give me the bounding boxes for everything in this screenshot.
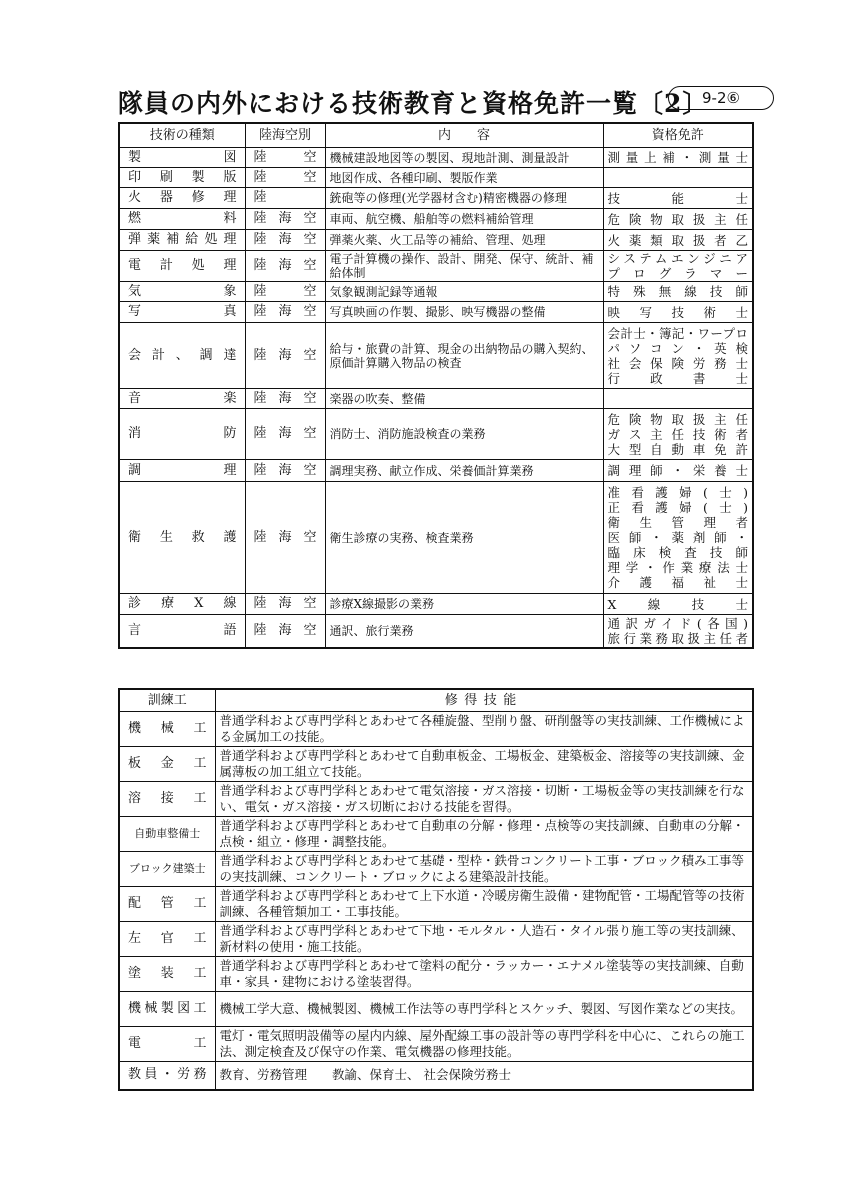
- branch-cell: 陸海空: [245, 482, 325, 594]
- table-row: [119, 992, 753, 1027]
- license-item: 行政書士: [607, 370, 748, 386]
- table-row: [119, 148, 753, 168]
- content-cell: 消防士、消防施設検査の業務: [325, 409, 603, 460]
- skill-kind-cell: 電計処理: [119, 251, 245, 282]
- skill-kind-cell: 弾薬補給処理: [119, 230, 245, 251]
- table-row: [119, 594, 753, 615]
- license-item: 大型自動車免許: [607, 441, 748, 457]
- skill-description-cell: 普通学科および専門学科とあわせて上下水道・冷暖房衛生設備・建物配管・工場配管等の技術訓練、各種管類加工・工事技能。: [215, 887, 753, 922]
- branch-cell: 陸空: [245, 282, 325, 302]
- table-row: [119, 1062, 753, 1090]
- skill-kind-cell: 消防: [119, 409, 245, 460]
- skill-kind-cell: 会計、調達: [119, 323, 245, 389]
- branch-cell: 陸空: [245, 148, 325, 168]
- content-cell: 気象観測記録等通報: [325, 282, 603, 302]
- skill-kind-cell: 衛生救護: [119, 482, 245, 594]
- content-cell: 弾薬火薬、火工品等の補給、管理、処理: [325, 230, 603, 251]
- column-header-trade: 訓練工: [119, 689, 215, 712]
- table-row: [119, 712, 753, 747]
- license-item: 火薬類取扱者乙: [607, 232, 748, 248]
- license-item: 映写技術士: [607, 304, 748, 320]
- table-row: [119, 409, 753, 460]
- skill-kind-cell: 火器修理: [119, 188, 245, 209]
- branch-cell: 陸海空: [245, 615, 325, 648]
- license-item: パソコン・英検: [607, 340, 748, 356]
- license-cell: [603, 168, 753, 188]
- trade-name-cell: 電工: [119, 1027, 215, 1062]
- license-item: 社会保険労務士: [607, 355, 748, 371]
- branch-cell: 陸海空: [245, 230, 325, 251]
- table-row: [119, 957, 753, 992]
- branch-cell: 陸空: [245, 168, 325, 188]
- skill-description-cell: 教育、労務管理 教諭、保育士、 社会保険労務士: [215, 1062, 753, 1090]
- license-item: 医師・薬剤師・: [607, 530, 748, 545]
- branch-cell: 陸海空: [245, 209, 325, 230]
- table-row: [119, 922, 753, 957]
- trade-name-cell: 塗装工: [119, 957, 215, 992]
- license-item: 危険物取扱主任: [607, 211, 748, 227]
- skill-kind-cell: 言語: [119, 615, 245, 648]
- table-row: [119, 782, 753, 817]
- license-item: 危険物取扱主任: [607, 411, 748, 427]
- branch-cell: 陸海空: [245, 389, 325, 409]
- license-cell: [603, 460, 753, 482]
- content-cell: 車両、航空機、船舶等の燃料補給管理: [325, 209, 603, 230]
- skill-kind-cell: 燃料: [119, 209, 245, 230]
- table-row: [119, 188, 753, 209]
- license-item: ガス主任技術者: [607, 426, 748, 442]
- skill-kind-cell: 気象: [119, 282, 245, 302]
- branch-cell: 陸海空: [245, 251, 325, 282]
- license-cell: [603, 482, 753, 594]
- license-item: 特殊無線技師: [607, 284, 748, 299]
- skill-description-cell: 普通学科および専門学科とあわせて塗料の配分・ラッカー・エナメル塗装等の実技訓練、自動車・家具・建物における塗装習得。: [215, 957, 753, 992]
- license-item: 理学・作業療法士: [607, 560, 748, 575]
- table-row: [119, 747, 753, 782]
- license-cell: [603, 409, 753, 460]
- content-cell: 楽器の吹奏、整備: [325, 389, 603, 409]
- skill-description-cell: 普通学科および専門学科とあわせて自動車板金、工場板金、建築板金、溶接等の実技訓練、金属薄板の加工組立て技能。: [215, 747, 753, 782]
- skill-kind-cell: 音楽: [119, 389, 245, 409]
- training-skills-table: [118, 688, 754, 1091]
- license-cell: [603, 282, 753, 302]
- table-row: [119, 168, 753, 188]
- trade-name-cell: 機械工: [119, 712, 215, 747]
- content-cell: 通訳、旅行業務: [325, 615, 603, 648]
- table-row: [119, 615, 753, 648]
- license-cell: [603, 251, 753, 282]
- license-item: プログラマー: [607, 266, 748, 281]
- skill-description-cell: 普通学科および専門学科とあわせて各種旋盤、型削り盤、研削盤等の実技訓練、工作機械による金属加工の技能。: [215, 712, 753, 747]
- content-cell: 診療X線撮影の業務: [325, 594, 603, 615]
- trade-name-cell: 左官工: [119, 922, 215, 957]
- page-number-badge: 9-2⑥: [668, 86, 774, 110]
- branch-cell: 陸: [245, 188, 325, 209]
- trade-name-cell: 自動車整備士: [119, 817, 215, 852]
- content-cell: 機械建設地図等の製図、現地計測、測量設計: [325, 148, 603, 168]
- branch-cell: 陸海空: [245, 323, 325, 389]
- license-item: システムエンジニア: [607, 251, 748, 266]
- skill-description-cell: 普通学科および専門学科とあわせて下地・モルタル・人造石・タイル張り施工等の実技訓練、新材料の使用・施工技能。: [215, 922, 753, 957]
- column-header-content: 内 容: [325, 123, 603, 148]
- license-cell: [603, 230, 753, 251]
- skill-kind-cell: 写真: [119, 302, 245, 323]
- license-item: 技能士: [607, 190, 748, 206]
- license-cell: [603, 302, 753, 323]
- license-item: 准看護婦(士): [607, 485, 748, 500]
- branch-cell: 陸海空: [245, 460, 325, 482]
- table-header-row: [119, 689, 753, 712]
- license-item: 会計士・簿記・ワープロ: [607, 325, 748, 341]
- trade-name-cell: 教員・労務: [119, 1062, 215, 1090]
- content-cell: 給与・旅費の計算、現金の出納物品の購入契約、原価計算購入物品の検査: [325, 323, 603, 389]
- trade-name-cell: ブロック建築士: [119, 852, 215, 887]
- page-title: 隊員の内外における技術教育と資格免許一覧〔2〕: [118, 89, 709, 118]
- content-cell: 調理実務、献立作成、栄養価計算業務: [325, 460, 603, 482]
- license-cell: [603, 209, 753, 230]
- table-row: [119, 251, 753, 282]
- table-header-row: [119, 123, 753, 148]
- column-header-skill: 修得技能: [215, 689, 753, 712]
- table-row: [119, 887, 753, 922]
- table-row: [119, 482, 753, 594]
- trade-name-cell: 機械製図工: [119, 992, 215, 1027]
- column-header-kind: 技術の種類: [119, 123, 245, 148]
- content-cell: 写真映画の作製、撮影、映写機器の整備: [325, 302, 603, 323]
- branch-cell: 陸海空: [245, 409, 325, 460]
- license-cell: [603, 148, 753, 168]
- technical-skills-table: [118, 122, 754, 649]
- content-cell: 銃砲等の修理(光学器材含む)精密機器の修理: [325, 188, 603, 209]
- trade-name-cell: 配管工: [119, 887, 215, 922]
- license-item: 旅行業務取扱主任者: [607, 630, 748, 646]
- branch-cell: 陸海空: [245, 302, 325, 323]
- table-row: [119, 302, 753, 323]
- skill-kind-cell: 診療X線: [119, 594, 245, 615]
- content-cell: 衛生診療の実務、検査業務: [325, 482, 603, 594]
- license-item: 調理師・栄養士: [607, 463, 748, 478]
- license-item: X線技士: [607, 596, 748, 612]
- license-cell: [603, 188, 753, 209]
- skill-kind-cell: 調理: [119, 460, 245, 482]
- skill-kind-cell: 印刷製版: [119, 168, 245, 188]
- trade-name-cell: 溶接工: [119, 782, 215, 817]
- table-row: [119, 1027, 753, 1062]
- license-cell: [603, 594, 753, 615]
- license-cell: [603, 615, 753, 648]
- skill-description-cell: 普通学科および専門学科とあわせて自動車の分解・修理・点検等の実技訓練、自動車の分解・点検・組立・修理・調整技能。: [215, 817, 753, 852]
- table-row: [119, 230, 753, 251]
- table-row: [119, 209, 753, 230]
- content-cell: 地図作成、各種印刷、製版作業: [325, 168, 603, 188]
- license-cell: [603, 323, 753, 389]
- table-row: [119, 817, 753, 852]
- column-header-branch: 陸海空別: [245, 123, 325, 148]
- license-item: 臨床検査技師: [607, 545, 748, 560]
- license-item: 正看護婦(士): [607, 500, 748, 515]
- license-item: 衛生管理者: [607, 515, 748, 530]
- skill-description-cell: 機械工学大意、機械製図、機械工作法等の専門学科とスケッチ、製図、写図作業などの実技。: [215, 992, 753, 1027]
- branch-cell: 陸海空: [245, 594, 325, 615]
- skill-description-cell: 電灯・電気照明設備等の屋内内線、屋外配線工事の設計等の専門学科を中心に、これらの施工法、測定検査及び保守の作業、電気機器の修理技能。: [215, 1027, 753, 1062]
- license-cell: [603, 389, 753, 409]
- table-row: [119, 389, 753, 409]
- column-header-license: 資格免許: [603, 123, 753, 148]
- table-row: [119, 460, 753, 482]
- license-item: 測量上補・測量士: [607, 150, 748, 165]
- skill-description-cell: 普通学科および専門学科とあわせて電気溶接・ガス溶接・切断・工場板金等の実技訓練を行ない、電気・ガス溶接・ガス切断における技能を習得。: [215, 782, 753, 817]
- license-item: 介護福祉士: [607, 575, 748, 590]
- license-item: 通訳ガイド(各国): [607, 615, 748, 631]
- skill-kind-cell: 製図: [119, 148, 245, 168]
- trade-name-cell: 板金工: [119, 747, 215, 782]
- table-row: [119, 282, 753, 302]
- table-row: [119, 323, 753, 389]
- table-row: [119, 852, 753, 887]
- skill-description-cell: 普通学科および専門学科とあわせて基礎・型枠・鉄骨コンクリート工事・ブロック積み工事等の実技訓練、コンクリート・ブロックによる建築設計技能。: [215, 852, 753, 887]
- content-cell: 電子計算機の操作、設計、開発、保守、統計、補給体制: [325, 251, 603, 282]
